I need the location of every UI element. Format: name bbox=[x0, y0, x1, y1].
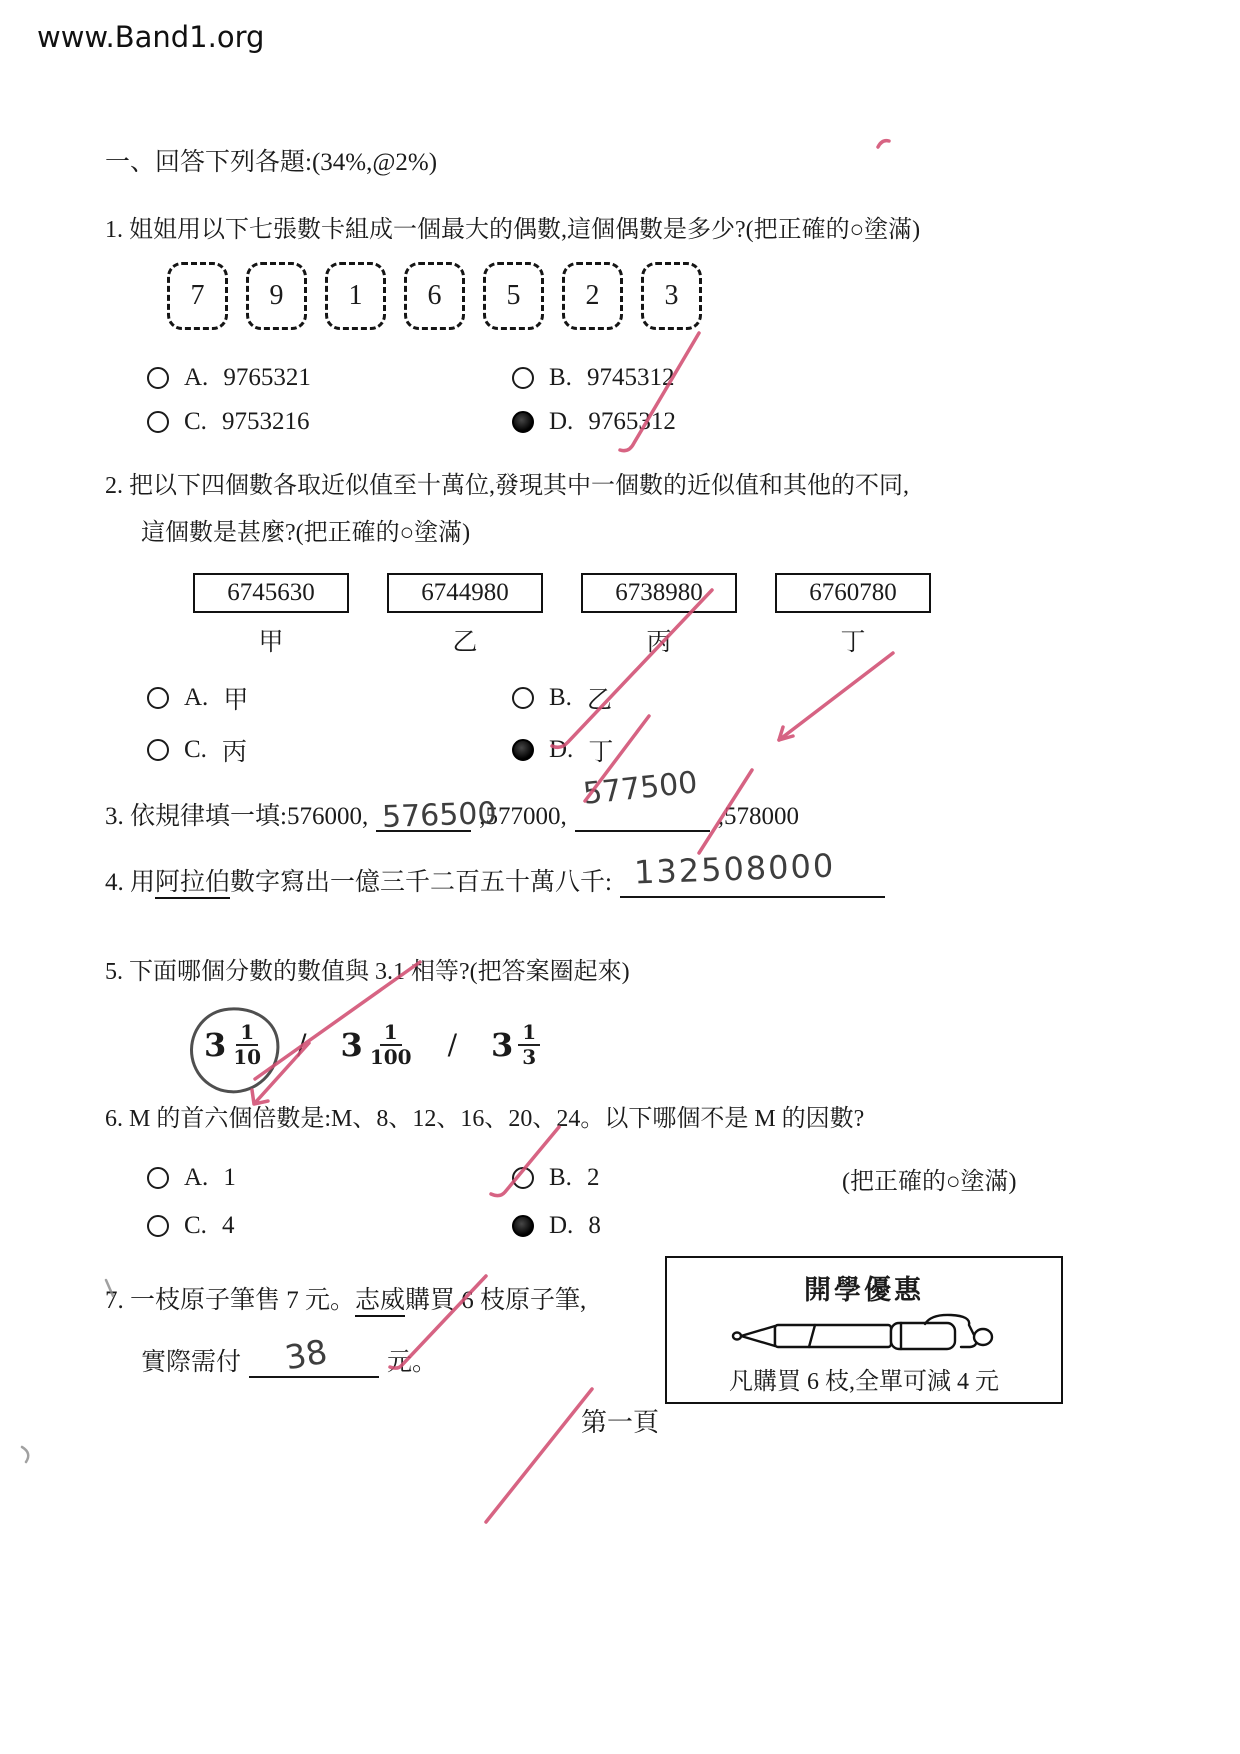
whole-number: 3 bbox=[340, 1025, 363, 1064]
option-value: 4 bbox=[221, 1211, 235, 1239]
radio-circle-filled bbox=[512, 739, 534, 761]
denominator: 10 bbox=[233, 1044, 262, 1069]
q1-option-b bbox=[512, 364, 1165, 392]
number-card: 3 bbox=[641, 262, 702, 330]
denominator: 100 bbox=[369, 1044, 412, 1069]
option-value: 9753216 bbox=[221, 408, 310, 436]
option-label: D. bbox=[549, 1211, 574, 1239]
q2-box-bing bbox=[581, 573, 737, 658]
option-value: 丁 bbox=[588, 739, 614, 767]
exam-content bbox=[105, 142, 1165, 1460]
question-6 bbox=[105, 1103, 1165, 1240]
option-label: A. bbox=[184, 684, 209, 712]
q1-options bbox=[147, 364, 1165, 436]
q6-text: 6. M 的首六個倍數是:M、8、12、16、20、24。以下哪個不是 M 的因數? bbox=[105, 1105, 865, 1132]
number-card: 1 bbox=[325, 262, 386, 330]
fraction bbox=[368, 1021, 414, 1069]
q4-text: 4. 用 bbox=[105, 869, 156, 897]
numerator: 1 bbox=[518, 1021, 540, 1046]
q7-text-after: 購買 6 枝原子筆, bbox=[405, 1286, 587, 1314]
option-label: D. bbox=[549, 408, 574, 436]
q1-option-d bbox=[512, 408, 1165, 436]
number-card: 2 bbox=[562, 262, 623, 330]
q2-option-b bbox=[512, 680, 1165, 716]
radio-circle bbox=[147, 411, 169, 433]
option-value: 8 bbox=[588, 1211, 601, 1239]
q6-option-c bbox=[147, 1212, 512, 1240]
handwritten-answer: 132508000 bbox=[633, 846, 836, 892]
q1-option-c bbox=[147, 408, 512, 436]
q6-option-d bbox=[512, 1212, 842, 1240]
q4-text-after: 數字寫出一億三千二百五十萬八千: bbox=[230, 869, 612, 897]
q7-line2-text: 實際需付 bbox=[141, 1348, 242, 1376]
whole-number: 3 bbox=[204, 1025, 227, 1064]
q5-fractions bbox=[200, 1015, 1165, 1075]
q2-box-yi bbox=[387, 573, 543, 658]
radio-circle bbox=[147, 739, 169, 761]
radio-circle bbox=[512, 687, 534, 709]
promo-caption: 凡購買 6 枝,全單可減 4 元 bbox=[729, 1368, 999, 1395]
radio-circle-filled bbox=[512, 1215, 534, 1237]
mixed-number bbox=[491, 1021, 540, 1069]
q7-underlined-name: 志威 bbox=[355, 1287, 405, 1317]
q7-blank bbox=[249, 1331, 379, 1378]
q3-middle: ,577000, bbox=[479, 803, 567, 831]
numerator: 1 bbox=[236, 1021, 258, 1046]
question-5 bbox=[105, 956, 1165, 1074]
fraction-separator: / bbox=[447, 1028, 457, 1062]
option-label: A. bbox=[184, 1164, 209, 1192]
radio-circle bbox=[512, 367, 534, 389]
question-3 bbox=[105, 765, 1165, 836]
q2-box-jia bbox=[193, 573, 349, 658]
handwritten-answer: 38 bbox=[281, 1331, 331, 1378]
pen-icon bbox=[729, 1311, 999, 1357]
q3-blank-1 bbox=[376, 796, 498, 836]
option-label: C. bbox=[184, 1211, 207, 1239]
option-label: C. bbox=[184, 736, 207, 764]
option-value: 9765312 bbox=[588, 408, 676, 436]
q4-blank bbox=[620, 846, 885, 898]
q2-option-d bbox=[512, 732, 1165, 768]
whole-number: 3 bbox=[491, 1025, 514, 1064]
pen-illustration bbox=[667, 1311, 1061, 1357]
numerator: 1 bbox=[380, 1021, 402, 1046]
option-value: 丙 bbox=[221, 739, 247, 767]
option-value: 甲 bbox=[223, 687, 249, 715]
q3-prefix: 3. 依規律填一填:576000, bbox=[105, 803, 369, 831]
q6-option-a bbox=[147, 1161, 512, 1196]
q2-number-boxes bbox=[193, 573, 1165, 658]
q1-text: 1. 姐姐用以下七張數卡組成一個最大的偶數,這個偶數是多少?(把正確的○塗滿) bbox=[105, 217, 921, 243]
box-label: 丁 bbox=[840, 629, 866, 657]
q5-text: 5. 下面哪個分數的數值與 3.1 相等?(把答案圈起來) bbox=[105, 959, 630, 986]
option-value: 乙 bbox=[586, 687, 612, 715]
radio-circle bbox=[147, 1167, 169, 1189]
radio-circle bbox=[147, 367, 169, 389]
number-card: 7 bbox=[167, 262, 228, 330]
q1-number-cards bbox=[167, 262, 1165, 330]
q2-text-line1: 2. 把以下四個數各取近似值至十萬位,發現其中一個數的近似值和其他的不同, bbox=[105, 473, 909, 500]
q3-blank-2 bbox=[575, 765, 710, 832]
number-card: 6 bbox=[404, 262, 465, 330]
q5-fraction-2 bbox=[337, 1015, 418, 1075]
option-label: C. bbox=[184, 408, 207, 436]
radio-circle-filled bbox=[512, 411, 534, 433]
question-1 bbox=[105, 214, 1165, 436]
q2-option-c bbox=[147, 732, 512, 768]
q5-fraction-1-circled bbox=[200, 1015, 267, 1075]
number-box: 6745630 bbox=[193, 573, 349, 613]
question-2 bbox=[105, 470, 1165, 768]
q6-note: (把正確的○塗滿) bbox=[842, 1168, 1017, 1195]
option-label: B. bbox=[549, 1164, 572, 1192]
q6-option-b bbox=[512, 1161, 842, 1196]
fraction bbox=[518, 1021, 540, 1069]
q2-option-a bbox=[147, 680, 512, 716]
option-value: 1 bbox=[223, 1164, 236, 1192]
option-label: B. bbox=[549, 684, 572, 712]
q6-options bbox=[147, 1161, 1165, 1240]
q2-options bbox=[147, 680, 1165, 768]
number-box: 6738980 bbox=[581, 573, 737, 613]
box-label: 甲 bbox=[258, 629, 284, 657]
q7-text: 7. 一枝原子筆售 7 元。 bbox=[105, 1286, 356, 1314]
fraction-separator: / bbox=[297, 1028, 307, 1062]
number-box: 6744980 bbox=[387, 573, 543, 613]
denominator: 3 bbox=[522, 1044, 537, 1069]
q5-fraction-3 bbox=[487, 1015, 544, 1075]
box-label: 丙 bbox=[646, 629, 672, 657]
radio-circle bbox=[147, 687, 169, 709]
pencil-circle-mark bbox=[183, 999, 287, 1099]
box-label: 乙 bbox=[452, 629, 478, 657]
promo-title: 開學優惠 bbox=[804, 1274, 924, 1305]
radio-circle bbox=[512, 1167, 534, 1189]
option-label: B. bbox=[549, 364, 572, 392]
promo-box bbox=[665, 1256, 1063, 1404]
handwritten-answer: 576500 bbox=[381, 796, 498, 836]
number-box: 6760780 bbox=[775, 573, 931, 613]
mixed-number bbox=[341, 1021, 414, 1069]
handwritten-answer: 577500 bbox=[581, 765, 699, 813]
section-title: 一、回答下列各題:(34%,@2%) bbox=[105, 149, 438, 176]
option-label: A. bbox=[184, 364, 209, 392]
q3-suffix: ,578000 bbox=[717, 803, 799, 831]
option-value: 9745312 bbox=[586, 364, 675, 392]
q1-option-a bbox=[147, 364, 512, 392]
radio-circle bbox=[147, 1215, 169, 1237]
q2-box-ding bbox=[775, 573, 931, 658]
q4-underlined-term: 阿拉伯 bbox=[155, 869, 230, 899]
pencil-mark-corner bbox=[22, 1447, 28, 1462]
number-card: 5 bbox=[483, 262, 544, 330]
q7-line2-suffix: 元。 bbox=[387, 1348, 438, 1376]
option-label: D. bbox=[549, 736, 574, 764]
page-number: 第一頁 bbox=[580, 1408, 659, 1437]
question-4 bbox=[105, 846, 1165, 898]
q2-text-line2: 這個數是甚麼?(把正確的○塗滿) bbox=[141, 519, 471, 546]
number-card: 9 bbox=[246, 262, 307, 330]
option-value: 9765321 bbox=[223, 364, 311, 392]
site-watermark: www.Band1.org bbox=[37, 20, 265, 54]
option-value: 2 bbox=[586, 1164, 600, 1192]
